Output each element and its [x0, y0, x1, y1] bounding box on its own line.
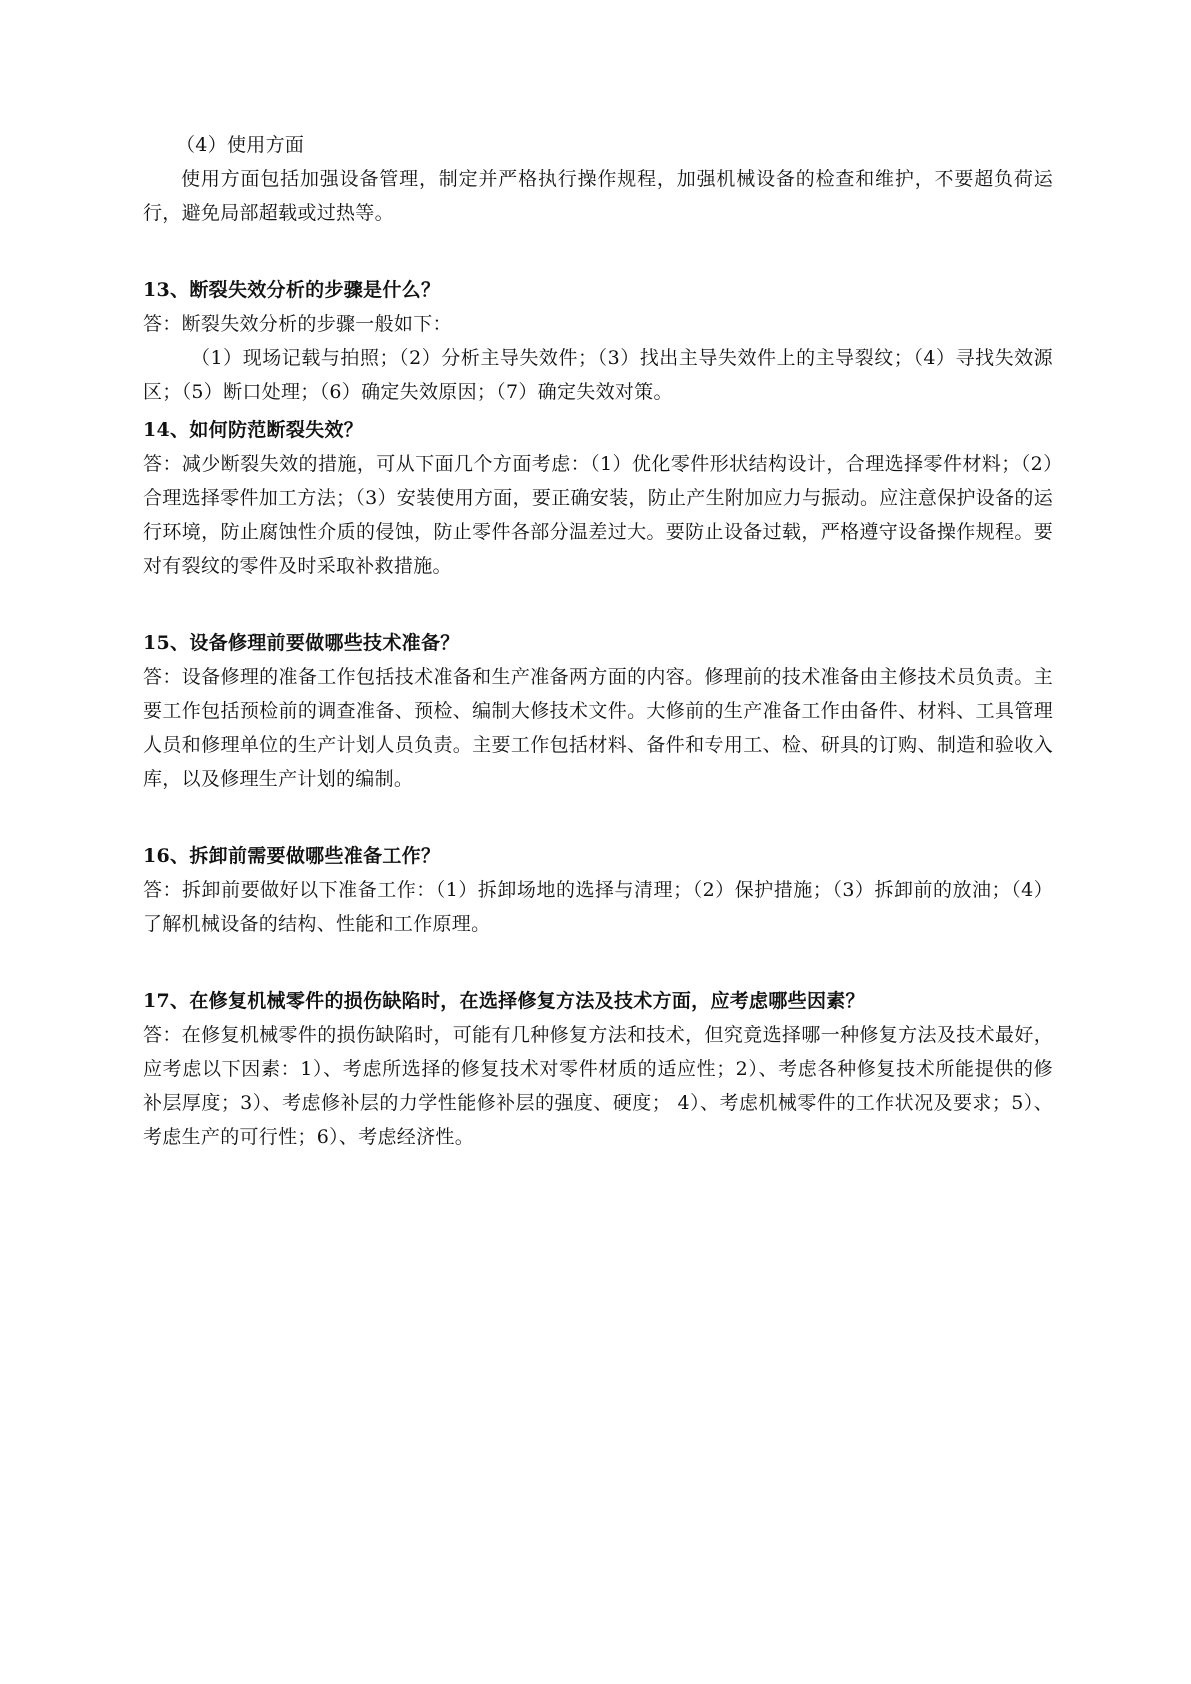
- answer-13: 答：断裂失效分析的步骤一般如下：: [143, 313, 452, 335]
- answer-14: 答：减少断裂失效的措施，可从下面几个方面考虑：（1）优化零件形状结构设计，合理选择零件材料；（2）合理选择零件加工方法；（3）安装使用方面，要正确安装，防止产生附加应力与振动。应注意保护设备的运行环境，防止腐蚀性介质的侵蚀，防止零件各部分温差过大。要防止设备过载，严格遵守设备操作规程。要对有裂纹的零件及时采取补救措施。: [143, 453, 1053, 577]
- answer-17: 答：在修复机械零件的损伤缺陷时，可能有几种修复方法和技术，但究竟选择哪一种修复方法及技术最好，应考虑以下因素：1）、考虑所选择的修复技术对零件材质的适应性；2）、考虑各种修复技术所能提供的修补层厚度；3）、考虑修补层的力学性能修补层的强度、硬度； 4）、考虑机械零件的工作状况及要求；5）、考虑生产的可行性；6）、考虑经济性。: [143, 1024, 1053, 1148]
- question-16: 16、拆卸前需要做哪些准备工作？: [143, 845, 441, 867]
- question-15: 15、设备修理前要做哪些技术准备？: [143, 632, 460, 654]
- question-17: 17、在修复机械零件的损伤缺陷时，在选择修复方法及技术方面，应考虑哪些因素？: [143, 990, 865, 1012]
- document-content: [143, 128, 1053, 1154]
- section-body: 使用方面包括加强设备管理，制定并严格执行操作规程，加强机械设备的检查和维护，不要超负荷运行，避免局部超载或过热等。: [143, 168, 1053, 224]
- answer-13-detail: （1）现场记载与拍照；（2）分析主导失效件；（3）找出主导失效件上的主导裂纹；（4）寻找失效源区；（5）断口处理；（6）确定失效原因；（7）确定失效对策。: [143, 347, 1053, 403]
- section-heading: （4）使用方面: [176, 134, 305, 156]
- answer-15: 答：设备修理的准备工作包括技术准备和生产准备两方面的内容。修理前的技术准备由主修技术员负责。主要工作包括预检前的调查准备、预检、编制大修技术文件。大修前的生产准备工作由备件、材料、工具管理人员和修理单位的生产计划人员负责。主要工作包括材料、备件和专用工、检、研具的订购、制造和验收入库，以及修理生产计划的编制。: [143, 666, 1053, 790]
- question-14: 14、如何防范断裂失效？: [143, 419, 364, 441]
- answer-16: 答：拆卸前要做好以下准备工作：（1）拆卸场地的选择与清理；（2）保护措施；（3）拆卸前的放油；（4）了解机械设备的结构、性能和工作原理。: [143, 879, 1053, 935]
- question-13: 13、断裂失效分析的步骤是什么？: [143, 279, 441, 301]
